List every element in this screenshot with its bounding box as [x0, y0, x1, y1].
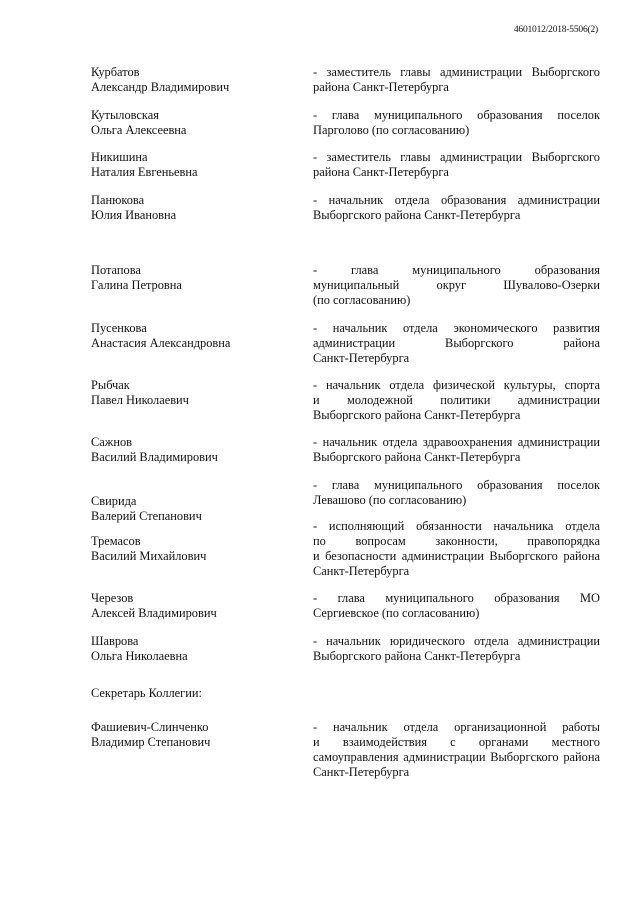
role-line: и безопасности администрации Выборгского района: [313, 549, 600, 563]
member-given-name: Валерий Степанович: [91, 509, 202, 523]
member-role: [313, 478, 600, 508]
role-line: Выборгского района Санкт-Петербурга: [313, 649, 521, 663]
member-surname: Шаврова: [91, 634, 139, 648]
member-name: [91, 108, 301, 138]
member-surname: Свирида: [91, 494, 137, 508]
member-name: [91, 193, 301, 223]
member-surname: Кутыловская: [91, 108, 159, 122]
role-line: - начальник отдела здравоохранения администрации: [313, 435, 600, 449]
role-line: муниципальный округ Шувалово-Озерки: [313, 278, 600, 292]
role-line: по вопросам законности, правопорядка: [313, 534, 600, 548]
member-role: [313, 435, 600, 465]
member-given-name: Ольга Алексеевна: [91, 123, 187, 137]
member-given-name: Павел Николаевич: [91, 393, 189, 407]
member-given-name: Галина Петровна: [91, 278, 182, 292]
role-line: Санкт-Петербурга: [313, 765, 410, 779]
role-line: - начальник отдела образования администрации: [313, 193, 600, 207]
member-name: [91, 591, 301, 621]
member-name: [91, 634, 301, 664]
role-line: Левашово (по согласованию): [313, 493, 467, 507]
role-line: - глава муниципального образования поселок: [313, 108, 600, 122]
member-row: [0, 263, 640, 313]
secretary-name: [91, 720, 301, 750]
member-name: [91, 65, 301, 95]
member-surname: Рыбчак: [91, 378, 130, 392]
role-line: - глава муниципального образования поселок: [313, 478, 600, 492]
member-surname: Курбатов: [91, 65, 140, 79]
secretary-row: [0, 720, 640, 790]
role-line: - начальник отдела организационной работы: [313, 720, 600, 734]
role-line: Санкт-Петербурга: [313, 564, 410, 578]
member-given-name: Юлия Ивановна: [91, 208, 177, 222]
member-role: [313, 519, 600, 579]
role-line: Парголово (по согласованию): [313, 123, 470, 137]
role-line: - начальник юридического отдела администрации: [313, 634, 600, 648]
secretary-heading: Секретарь Коллегии:: [91, 686, 202, 700]
role-line: самоуправления администрации Выборгского района: [313, 750, 600, 764]
member-name: [91, 534, 301, 564]
member-name: [91, 321, 301, 351]
role-line: - исполняющий обязанности начальника отдела: [313, 519, 600, 533]
member-row: [0, 321, 640, 371]
member-role: [313, 378, 600, 423]
secretary-surname: Фашиевич-Слинченко: [91, 720, 209, 734]
secretary-role: [313, 720, 600, 780]
role-line: - начальник отдела физической культуры, спорта: [313, 378, 600, 392]
role-line: Санкт-Петербурга: [313, 351, 410, 365]
member-row: [0, 193, 640, 243]
member-role: [313, 193, 600, 223]
member-surname: Черезов: [91, 591, 134, 605]
secretary-given-name: Владимир Степанович: [91, 735, 211, 749]
member-row: [0, 378, 640, 428]
member-given-name: Анастасия Александровна: [91, 336, 231, 350]
role-line: администрации Выборгского района: [313, 336, 600, 350]
role-line: района Санкт-Петербурга: [313, 165, 449, 179]
member-role: [313, 108, 600, 138]
member-row: [0, 634, 640, 684]
member-given-name: Ольга Николаевна: [91, 649, 188, 663]
role-line: - заместитель главы администрации Выборгского: [313, 150, 600, 164]
role-line: Выборгского района Санкт-Петербурга: [313, 408, 521, 422]
role-line: и взаимодействия с органами местного: [313, 735, 600, 749]
role-line: Выборгского района Санкт-Петербурга: [313, 450, 521, 464]
member-role: [313, 321, 600, 366]
role-line: Сергиевское (по согласованию): [313, 606, 480, 620]
role-line: и молодежной политики администрации: [313, 393, 600, 407]
member-given-name: Василий Михайлович: [91, 549, 207, 563]
member-surname: Потапова: [91, 263, 141, 277]
member-surname: Сажнов: [91, 435, 133, 449]
member-role: [313, 263, 600, 308]
member-name: [91, 435, 301, 465]
member-name: [91, 378, 301, 408]
role-line: района Санкт-Петербурга: [313, 80, 449, 94]
member-given-name: Александр Владимирович: [91, 80, 230, 94]
role-line: - глава муниципального образования МО: [313, 591, 600, 605]
role-line: Выборгского района Санкт-Петербурга: [313, 208, 521, 222]
member-given-name: Алексей Владимирович: [91, 606, 217, 620]
member-role: [313, 591, 600, 621]
member-surname: Пусенкова: [91, 321, 147, 335]
member-row: [0, 519, 640, 578]
member-surname: Панюкова: [91, 193, 145, 207]
member-given-name: Василий Владимирович: [91, 450, 218, 464]
member-given-name: Наталия Евгеньевна: [91, 165, 198, 179]
role-line: (по согласованию): [313, 293, 411, 307]
member-surname: Тремасов: [91, 534, 141, 548]
member-name: [91, 150, 301, 180]
role-line: - глава муниципального образования: [313, 263, 600, 277]
document-number: 4601012/2018-5506(2): [513, 25, 598, 35]
role-line: - начальник отдела экономического развития: [313, 321, 600, 335]
member-role: [313, 634, 600, 664]
member-role: [313, 150, 600, 180]
role-line: - заместитель главы администрации Выборгского: [313, 65, 600, 79]
member-surname: Никишина: [91, 150, 148, 164]
member-role: [313, 65, 600, 95]
member-name: [91, 263, 301, 293]
